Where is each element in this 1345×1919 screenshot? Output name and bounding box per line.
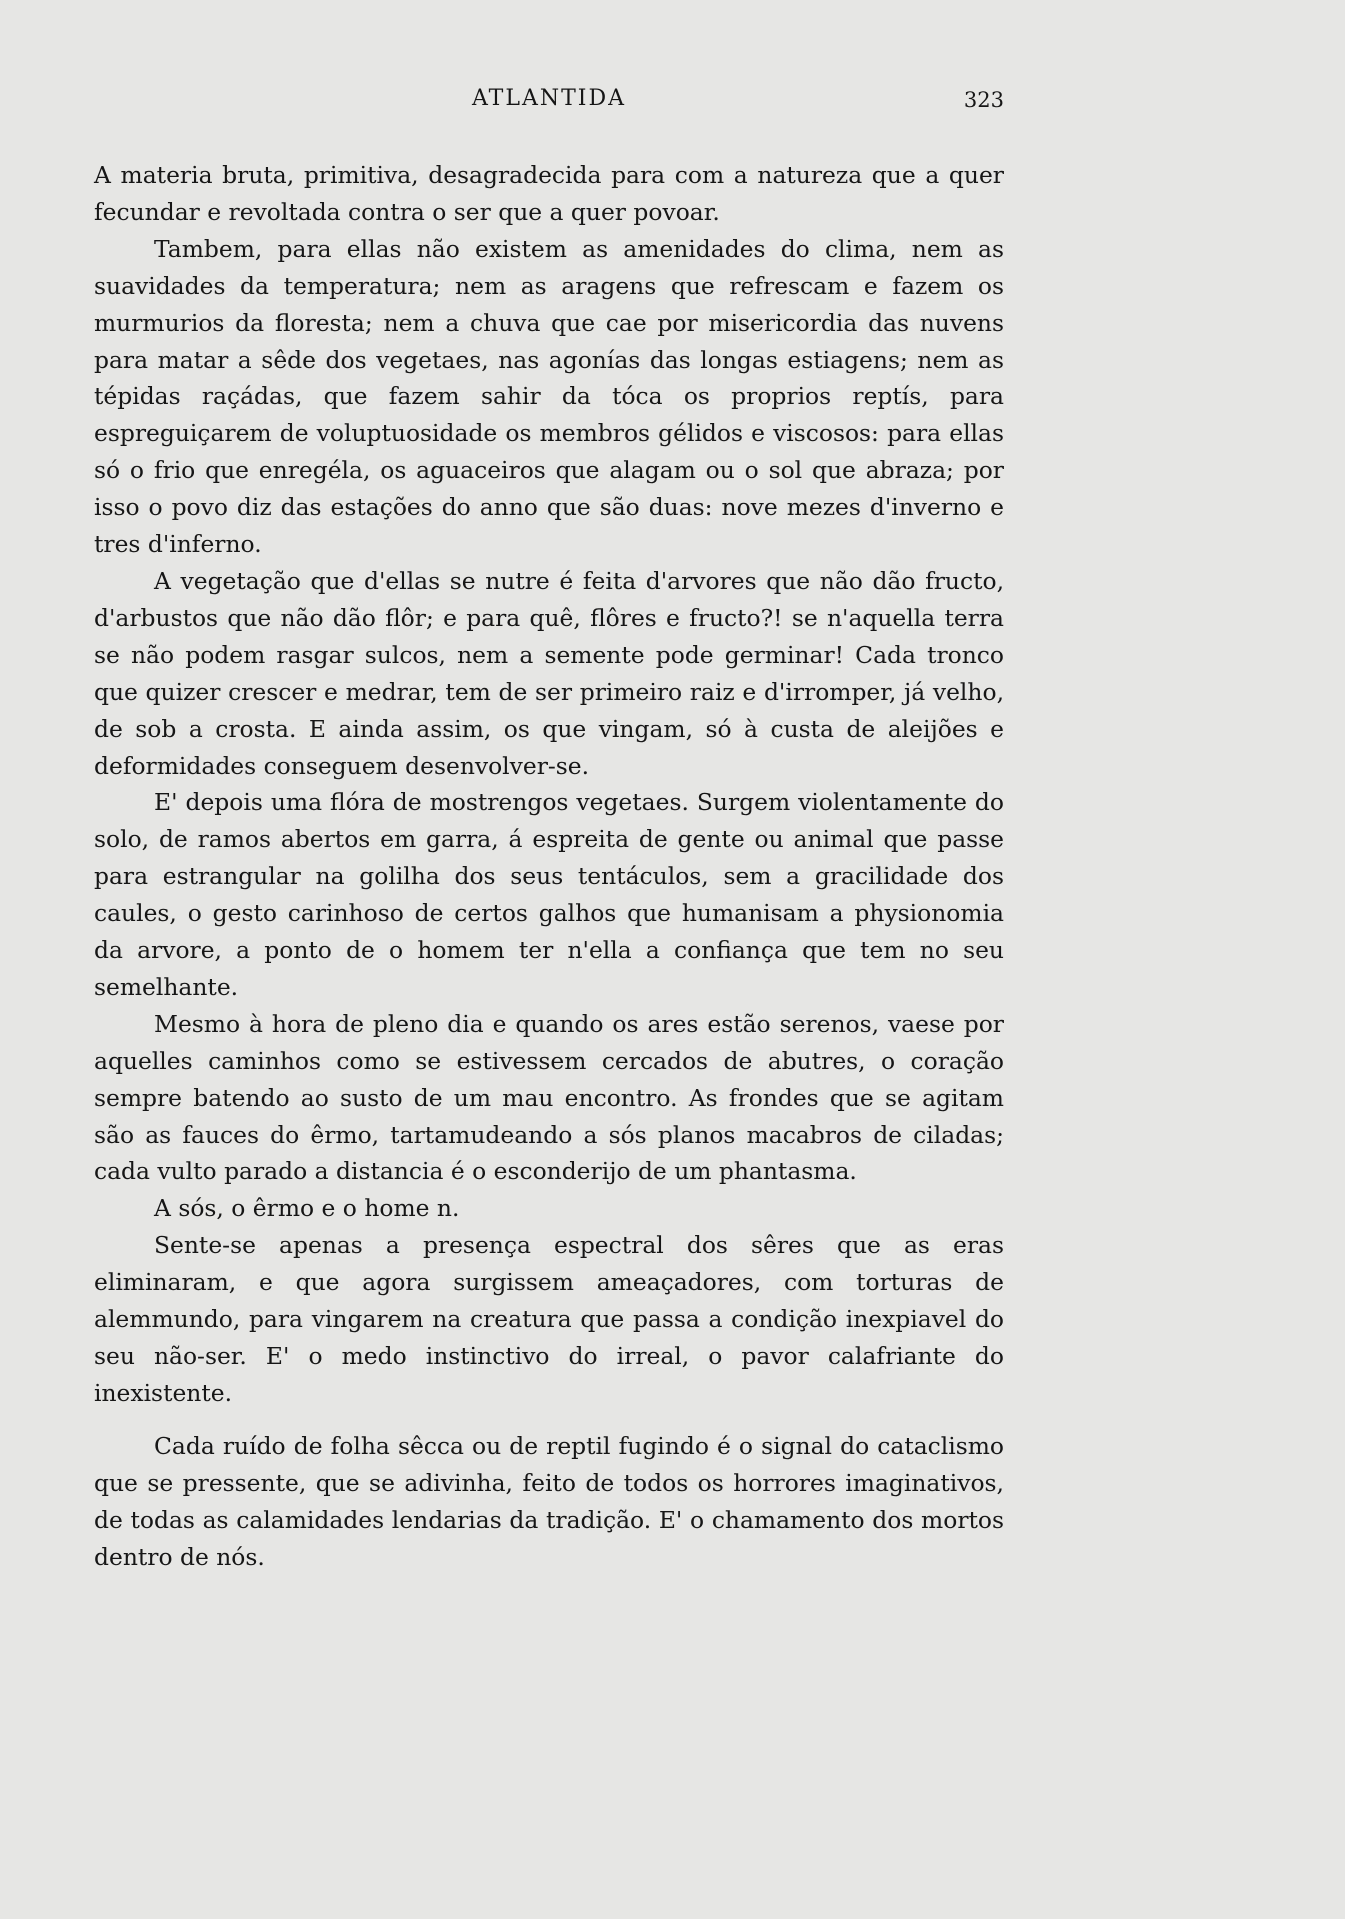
paragraph-1: A materia bruta, primitiva, desagradecida para com a natureza que a quer fecundar e revoltada contra o ser que a quer povoar. — [94, 161, 1004, 226]
body-text — [94, 157, 1004, 1575]
paragraph-6: A sós, o êrmo e o home n. — [154, 1194, 460, 1223]
paragraph-4: E' depois uma flóra de mostrengos vegetaes. Surgem violentamente do solo, de ramos abertos em garra, á espreita de gente ou animal que passe para estrangular na golilha dos seus tentáculos, sem a gracilidade dos caules, o gesto carinhoso de certos galhos que humanisam a physionomia da arvore, a ponto de o homem ter n'ella a confiança que tem no seu semelhante. — [94, 788, 1004, 1001]
paragraph-8: Cada ruído de folha sêcca ou de reptil fugindo é o signal do cataclismo que se pressente, que se adivinha, feito de todos os horrores imaginativos, de todas as calamidades lendarias da tradição. E' o chamamento dos mortos dentro de nós. — [94, 1431, 1004, 1571]
paragraph-5: Mesmo à hora de pleno dia e quando os ares estão serenos, vaese por aquelles caminhos como se estivessem cercados de abutres, o coração sempre batendo ao susto de um mau encontro. As frondes que se agitam são as fauces do êrmo, tartamudeando a sós planos macabros de ciladas; cada vulto parado a distancia é o esconderijo de um phantasma. — [94, 1009, 1004, 1186]
paragraph-7: Sente-se apenas a presença espectral dos sêres que as eras eliminaram, e que agora surgissem ameaçadores, com torturas de alemmundo, para vingarem na creatura que passa a condição inexpiavel do seu não-ser. E' o medo instinctivo do irreal, o pavor calafriante do inexistente. — [94, 1231, 1004, 1407]
running-header — [94, 86, 1004, 126]
running-title: ATLANTIDA — [472, 86, 626, 111]
page-number: 323 — [963, 88, 1004, 112]
paragraph-2: Tambem, para ellas não existem as amenidades do clima, nem as suavidades da temperatura; nem as aragens que refrescam e fazem os murmurios da floresta; nem a chuva que cae por misericordia das nuvens para matar a sêde dos vegetaes, nas agonías das longas estiagens; nem as tépidas raçádas, que fazem sahir da tóca os proprios reptís, para espreguiçarem de voluptuosidade os membros gélidos e viscosos: para ellas só o frio que enregéla, os aguaceiros que alagam ou o sol que abraza; por isso o povo diz das estações do anno que são duas: nove mezes d'inverno e tres d'inferno. — [94, 234, 1004, 559]
paragraph-3: A vegetação que d'ellas se nutre é feita d'arvores que não dão fructo, d'arbustos que não dão flôr; e para quê, flôres e fructo?! se n'aquella terra se não podem rasgar sulcos, nem a semente pode germinar! Cada tronco que quizer crescer e medrar, tem de ser primeiro raiz e d'irromper, já velho, de sob a crosta. E ainda assim, os que vingam, só à custa de aleijões e deformidades conseguem desenvolver-se. — [94, 566, 1004, 780]
